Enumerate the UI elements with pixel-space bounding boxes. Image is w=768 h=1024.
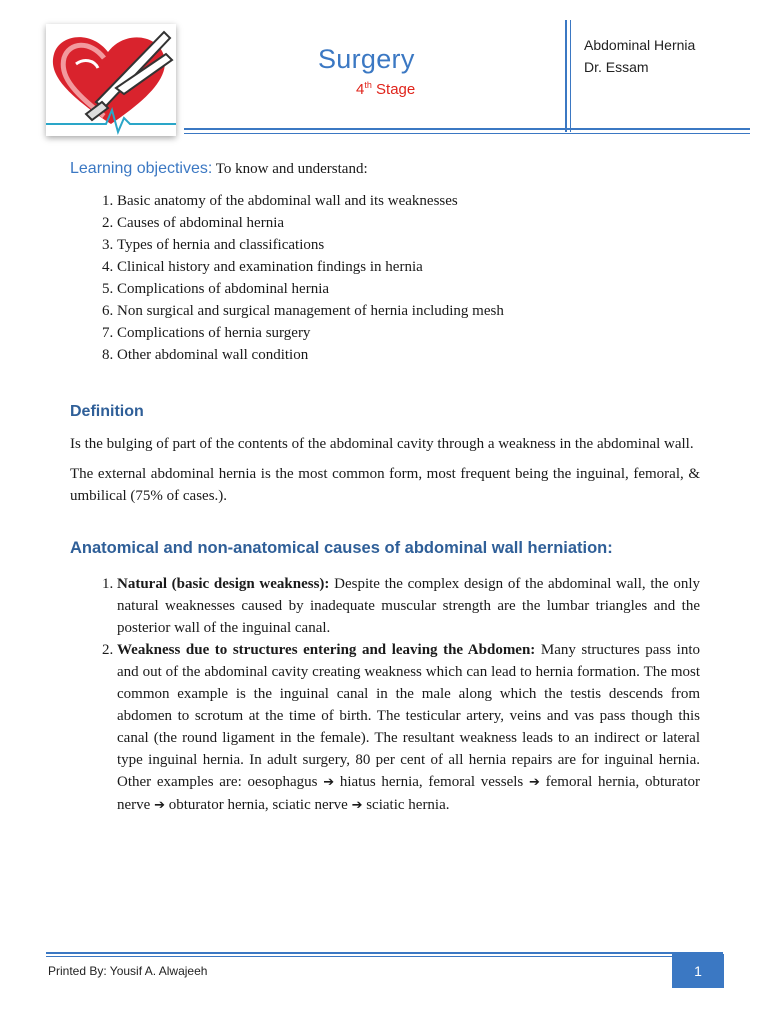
list-item: 2. Causes of abdominal hernia — [117, 212, 700, 234]
definition-heading: Definition — [70, 403, 144, 420]
course-title: Surgery — [318, 44, 415, 74]
stage-suffix: th — [364, 80, 372, 90]
definition-paragraph-2: The external abdominal hernia is the most common form, most frequent being the inguinal, femoral, & umbilical (75% of cases.). — [70, 466, 700, 504]
header-rule — [184, 128, 750, 130]
cause-title: Natural (basic design weakness): — [117, 576, 330, 592]
cause-text: Many structures pass into and out of the abdominal cavity creating weakness which can lead to hernia formation. The most common example is the inguinal canal in the male along which the testis descends from abdomen to scrotum at the time of birth. The testicular artery, veins and vas pass though this canal (the round ligament in the female). The resultant weakness leads to an indirect or lateral type inguinal hernia. In adult surgery, 80 per cent of all hernia repairs are for inguinal hernia. Other examples are: oesophagus — [117, 642, 700, 790]
list-item: 6. Non surgical and surgical management of hernia including mesh — [117, 300, 700, 322]
cause-text: hiatus hernia, femoral vessels — [334, 774, 530, 790]
surgery-logo — [46, 24, 176, 136]
cause-text: Despite the complex design of the abdominal wall, the only natural weaknesses caused by inadequate muscular strength are the lumbar triangles and the posterior wall of the inguinal canal. — [117, 576, 700, 636]
header-meta — [584, 34, 695, 78]
author-label: Dr. Essam — [584, 59, 649, 75]
cause-title: Weakness due to structures entering and leaving the Abdomen: — [117, 642, 536, 658]
page-number: 1 — [694, 963, 702, 979]
list-item: 8. Other abdominal wall condition — [117, 344, 700, 366]
stage-number: 4 — [356, 81, 365, 98]
header-rule-thin — [184, 133, 750, 134]
causes-heading: Anatomical and non-anatomical causes of abdominal wall herniation: — [70, 539, 613, 557]
list-item: 4. Clinical history and examination findings in hernia — [117, 256, 700, 278]
learning-objectives-intro — [70, 158, 700, 180]
learning-objectives-label: Learning objectives: — [70, 160, 213, 177]
list-item — [117, 573, 700, 639]
objectives-list — [70, 190, 700, 366]
stage-label — [356, 80, 415, 98]
learning-objectives-intro-text: To know and understand: — [215, 161, 368, 177]
cause-text: femoral hernia, obturator nerve — [117, 774, 700, 813]
arrow-icon: ➔ — [154, 798, 165, 813]
list-item: 5. Complications of abdominal hernia — [117, 278, 700, 300]
cause-text: obturator hernia, sciatic nerve — [164, 797, 352, 813]
topic-label: Abdominal Hernia — [584, 37, 696, 53]
footer-rule — [46, 952, 723, 954]
arrow-icon: ➔ — [351, 798, 363, 813]
footer-rule-thin — [46, 956, 723, 957]
list-item: 7. Complications of hernia surgery — [117, 322, 700, 344]
heart-scalpel-icon — [46, 24, 176, 136]
page-content — [70, 158, 700, 817]
definition-paragraph-1: Is the bulging of part of the contents of the abdominal cavity through a weakness in the abdominal wall. — [70, 436, 694, 452]
stage-word: Stage — [376, 81, 416, 98]
page-number-badge — [672, 954, 724, 988]
cause-text: sciatic hernia. — [362, 797, 450, 813]
causes-list — [70, 573, 700, 817]
header-divider-vertical-thin — [570, 20, 571, 132]
printed-by: Printed By: Yousif A. Alwajeeh — [48, 964, 208, 978]
arrow-icon: ➔ — [529, 775, 540, 790]
header-divider-vertical — [565, 20, 567, 132]
list-item — [117, 639, 700, 817]
list-item: 1. Basic anatomy of the abdominal wall and its weaknesses — [117, 190, 700, 212]
list-item: 3. Types of hernia and classifications — [117, 234, 700, 256]
arrow-icon: ➔ — [323, 775, 335, 790]
